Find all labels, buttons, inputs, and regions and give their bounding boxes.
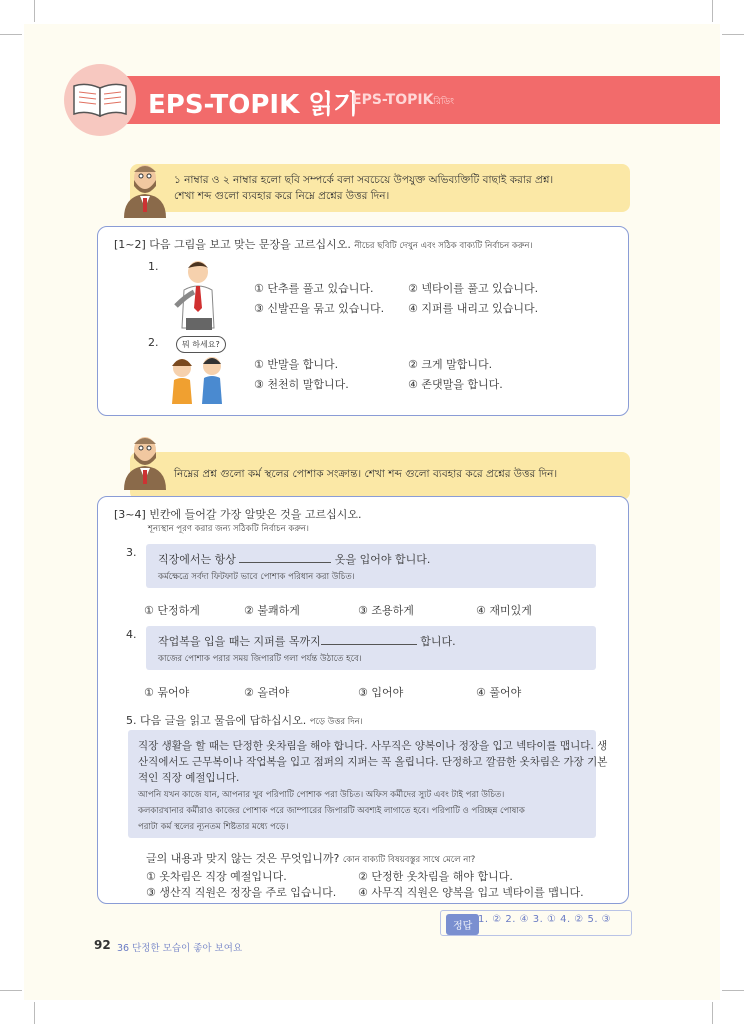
page-number: 92 [94, 938, 111, 952]
option-4[interactable]: ④ 사무직 직원은 양복을 입고 넥타이를 맵니다. [358, 886, 584, 899]
section-heading: [3~4] 빈칸에 들어갈 가장 알맞은 것을 고르십시오. [114, 508, 362, 521]
option-4[interactable]: ④ 풀어야 [476, 686, 522, 699]
question-translation: কর্মক্ষেত্রে সর্বদা ফিটফাট ভাবে পোশাক পরিধান করা উচিত। [158, 572, 355, 582]
question-sentence: 작업복을 입을 때는 지퍼를 목까지 합니다. [158, 635, 456, 648]
question-number: 2. [148, 336, 159, 349]
option-4[interactable]: ④ 재미있게 [476, 604, 532, 617]
option-1[interactable]: ① 단정하게 [144, 604, 200, 617]
passage-line: 산직에서도 근무복이나 작업복을 입고 점퍼의 지퍼는 꼭 올립니다. 단정하고 깔끔한 옷차림은 가장 기본 [138, 756, 608, 768]
question-number: 3. [126, 546, 137, 559]
section-heading-translation: শূন্যস্থান পূরণ করার জন্য সঠিকটি নির্বাচন করুন। [148, 524, 309, 534]
option-3[interactable]: ③ 신발끈을 묶고 있습니다. [254, 302, 385, 315]
option-3[interactable]: ③ 조용하게 [358, 604, 414, 617]
section-heading: [1~2] 다음 그림을 보고 맞는 문장을 고르십시오. নীচের ছবিটি দেখুন এবং সঠিক বাক্যটি নির্বাচন করুন। [114, 238, 533, 251]
option-2[interactable]: ② 불쾌하게 [244, 604, 300, 617]
crop-mark [0, 34, 22, 35]
crop-mark [34, 1002, 35, 1024]
two-people-illustration [164, 352, 232, 404]
book-icon [64, 64, 136, 136]
instruction-line: নিম্নের প্রশ্ন গুলো কর্ম স্থলের পোশাক সংক্রান্ত। শেখা শব্দ গুলো ব্যবহার করে প্রশ্নের উত্তর দিন। [174, 468, 558, 480]
option-2[interactable]: ② 단정한 옷차림을 해야 합니다. [358, 870, 513, 883]
crop-mark [712, 1002, 713, 1024]
crop-mark [722, 34, 744, 35]
question-translation: কাজের পোশাক পরার সময় জিপারটি গলা পর্যন্ত উঠাতে হবে। [158, 654, 362, 664]
crop-mark [722, 990, 744, 991]
instruction-box-2 [130, 452, 630, 500]
man-tie-illustration [172, 258, 220, 330]
header-banner [110, 76, 720, 124]
teacher-illustration [118, 430, 172, 490]
option-1[interactable]: ① 묶어야 [144, 686, 190, 699]
crop-mark [34, 0, 35, 22]
page-title: EPS-TOPIK 읽기 [148, 90, 359, 120]
option-3[interactable]: ③ 천천히 말합니다. [254, 378, 349, 391]
passage-translation-line: কলকারখানার কর্মীরাও কাজের পোশাক পরে জাম্পারের জিপারটি অবশ্যই লাগাতে হবে। পরিপাটি ও পরিচ্ছন্ন পোষাক [138, 806, 525, 816]
passage-translation-line: পরাটা কর্ম স্থলের ন্যূনতম শিষ্টতার মধ্যে পড়ে। [138, 822, 289, 832]
option-1[interactable]: ① 반말을 합니다. [254, 358, 339, 371]
instruction-line: ১ নাম্বার ও ২ নাম্বার হলো ছবি সম্পর্কে বলা সবচেয়ে উপযুক্ত অভিব্যক্তিটি বাছাই করার প্রশ্ন। [174, 174, 554, 186]
option-1[interactable]: ① 단추를 풀고 있습니다. [254, 282, 374, 295]
passage-line: 적인 직장 예절입니다. [138, 772, 240, 784]
option-2[interactable]: ② 넥타이를 풀고 있습니다. [408, 282, 539, 295]
instruction-box-1 [130, 164, 630, 212]
answer-key-values: 1. ② 2. ④ 3. ① 4. ② 5. ③ [478, 914, 612, 925]
instruction-line: শেখা শব্দ গুলো ব্যবহার করে নিম্নে প্রশ্নের উত্তর দিন। [174, 190, 390, 202]
passage-translation-line: আপনি যখন কাজে যান, আপনার খুব পরিপাটি পোশাক পরা উচিত। অফিস কর্মীদের স্যুট এবং টাই পরা উচিত। [138, 790, 505, 800]
crop-mark [712, 0, 713, 22]
option-4[interactable]: ④ 존댓말을 합니다. [408, 378, 503, 391]
question-number: 4. [126, 628, 137, 641]
question-sentence: 직장에서는 항상 옷을 입어야 합니다. [158, 553, 431, 566]
option-3[interactable]: ③ 생산직 직원은 정장을 주로 입습니다. [146, 886, 337, 899]
option-2[interactable]: ② 크게 말합니다. [408, 358, 493, 371]
teacher-illustration [118, 158, 172, 218]
question-number: 1. [148, 260, 159, 273]
option-4[interactable]: ④ 지퍼를 내리고 있습니다. [408, 302, 539, 315]
option-2[interactable]: ② 올려야 [244, 686, 290, 699]
question-5-prompt: 글의 내용과 맞지 않는 것은 무엇입니까? কোন বাক্যটি বিষয়বস্তুর সাথে মেলে না? [146, 852, 476, 865]
option-1[interactable]: ① 옷차림은 직장 예절입니다. [146, 870, 287, 883]
passage-line: 직장 생활을 할 때는 단정한 옷차림을 해야 합니다. 사무직은 양복이나 정장을 입고 넥타이를 맵니다. 생 [138, 740, 608, 752]
answer-key-label: 정답 [446, 914, 479, 935]
crop-mark [0, 990, 22, 991]
page-subtitle: EPS-TOPIKরিডিং [352, 92, 455, 108]
question-heading: 5. 다음 글을 읽고 물음에 답하십시오. পড়ে উত্তর দিন। [126, 714, 363, 727]
chapter-title: 36 단정한 모습이 좋아 보여요 [117, 943, 243, 954]
option-3[interactable]: ③ 입어야 [358, 686, 404, 699]
speech-bubble: 뭐 하세요? [176, 336, 226, 353]
